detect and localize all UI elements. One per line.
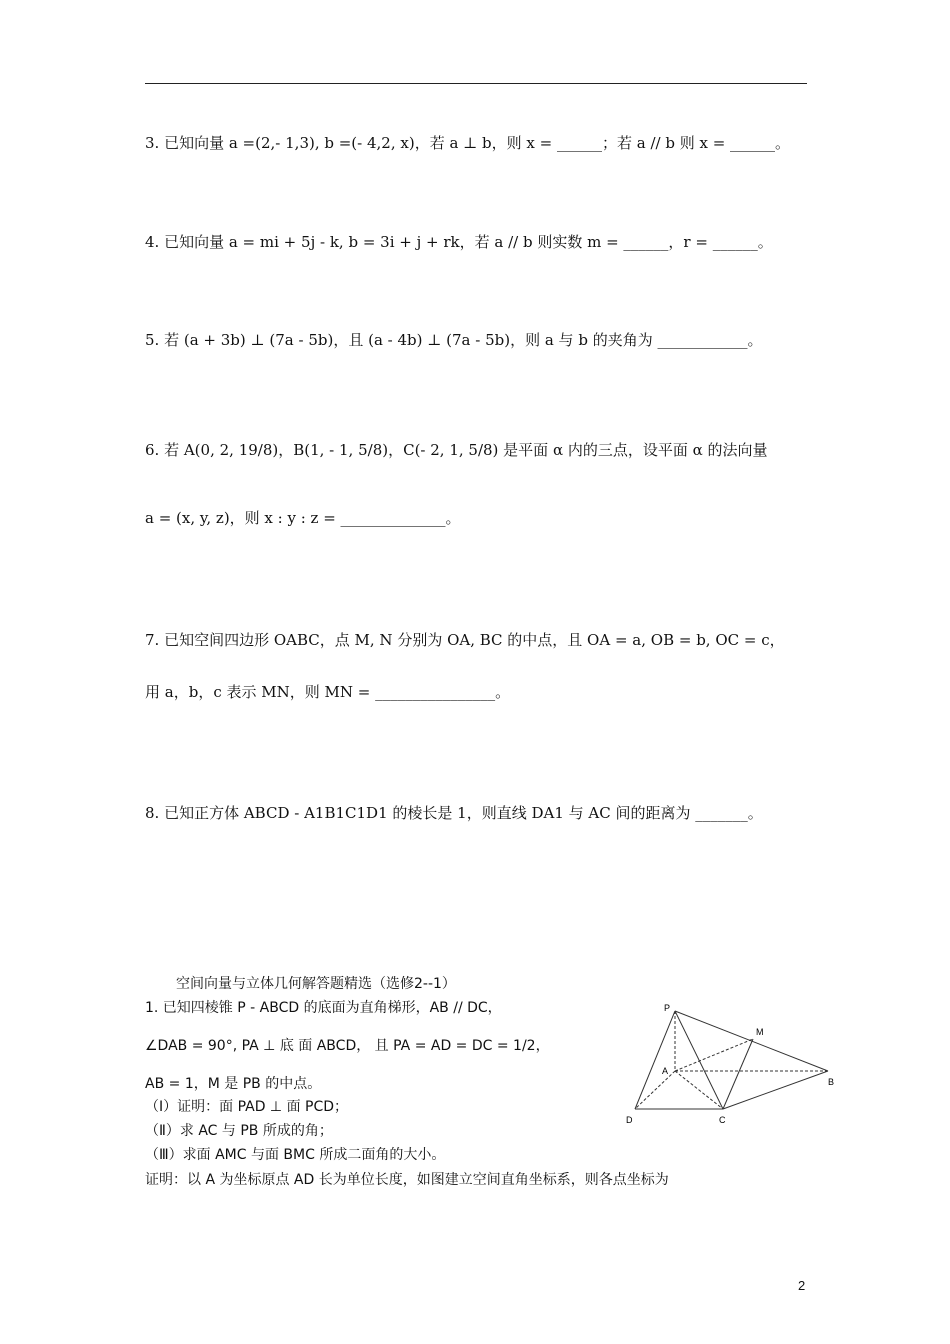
problem-3: 3. 已知向量 a =(2,- 1,3), b =(- 4,2, x)，若 a ⊥ b，则 x = ______；若 a // b 则 x = ______。	[145, 134, 791, 152]
edge-pc	[675, 1011, 723, 1109]
problem-5: 5. 若 (a + 3b) ⊥ (7a - 5b)，且 (a - 4b) ⊥ (7a - 5b)，则 a 与 b 的夹角为 ____________。	[145, 331, 763, 349]
solution-line-1: 1. 已知四棱锥 P - ABCD 的底面为直角梯形，AB // DC，	[145, 1000, 502, 1016]
label-c: C	[719, 1115, 726, 1125]
problem-7-line1: 7. 已知空间四边形 OABC，点 M, N 分别为 OA, BC 的中点，且 OA = a, OB = b, OC = c，	[145, 631, 785, 649]
solution-line-5: （Ⅱ）求 AC 与 PB 所成的角；	[145, 1123, 333, 1139]
edge-ac-hidden	[675, 1071, 723, 1109]
label-d: D	[626, 1115, 633, 1125]
edge-pd	[635, 1011, 675, 1109]
section-heading: 空间向量与立体几何解答题精选（选修2--1）	[176, 976, 456, 992]
label-p: P	[664, 1003, 671, 1013]
edge-cb	[723, 1071, 828, 1109]
solution-line-7: 证明：以 A 为坐标原点 AD 长为单位长度，如图建立空间直角坐标系，则各点坐标为	[145, 1172, 669, 1188]
pyramid-figure	[618, 995, 848, 1135]
problem-6-line1: 6. 若 A(0, 2, 19/8)，B(1, - 1, 5/8)，C(- 2, 1, 5/8) 是平面 α 内的三点，设平面 α 的法向量	[145, 441, 768, 459]
solution-line-3: AB = 1，M 是 PB 的中点。	[145, 1076, 322, 1092]
problem-7-line2: 用 a，b，c 表示 MN，则 MN = ________________。	[145, 683, 511, 701]
label-b: B	[828, 1077, 835, 1087]
solution-line-6: （Ⅲ）求面 AMC 与面 BMC 所成二面角的大小。	[145, 1147, 446, 1163]
problem-6-line2: a = (x, y, z)，则 x : y : z = ______________。	[145, 509, 461, 527]
label-m: M	[756, 1027, 764, 1037]
solution-line-2: ∠DAB = 90°, PA ⊥ 底 面 ABCD， 且 PA = AD = DC = 1/2，	[145, 1038, 550, 1054]
edge-ad-hidden	[635, 1071, 675, 1109]
header-rule	[145, 83, 807, 84]
problem-4: 4. 已知向量 a = mi + 5j - k, b = 3i + j + rk，若 a // b 则实数 m = ______，r = ______。	[145, 233, 773, 251]
solution-line-4: （Ⅰ）证明：面 PAD ⊥ 面 PCD；	[145, 1099, 349, 1115]
label-a: A	[662, 1066, 669, 1076]
edge-pb	[675, 1011, 828, 1071]
page-number: 2	[798, 1278, 806, 1293]
problem-8: 8. 已知正方体 ABCD - A1B1C1D1 的棱长是 1，则直线 DA1 与 AC 间的距离为 _______。	[145, 804, 763, 822]
